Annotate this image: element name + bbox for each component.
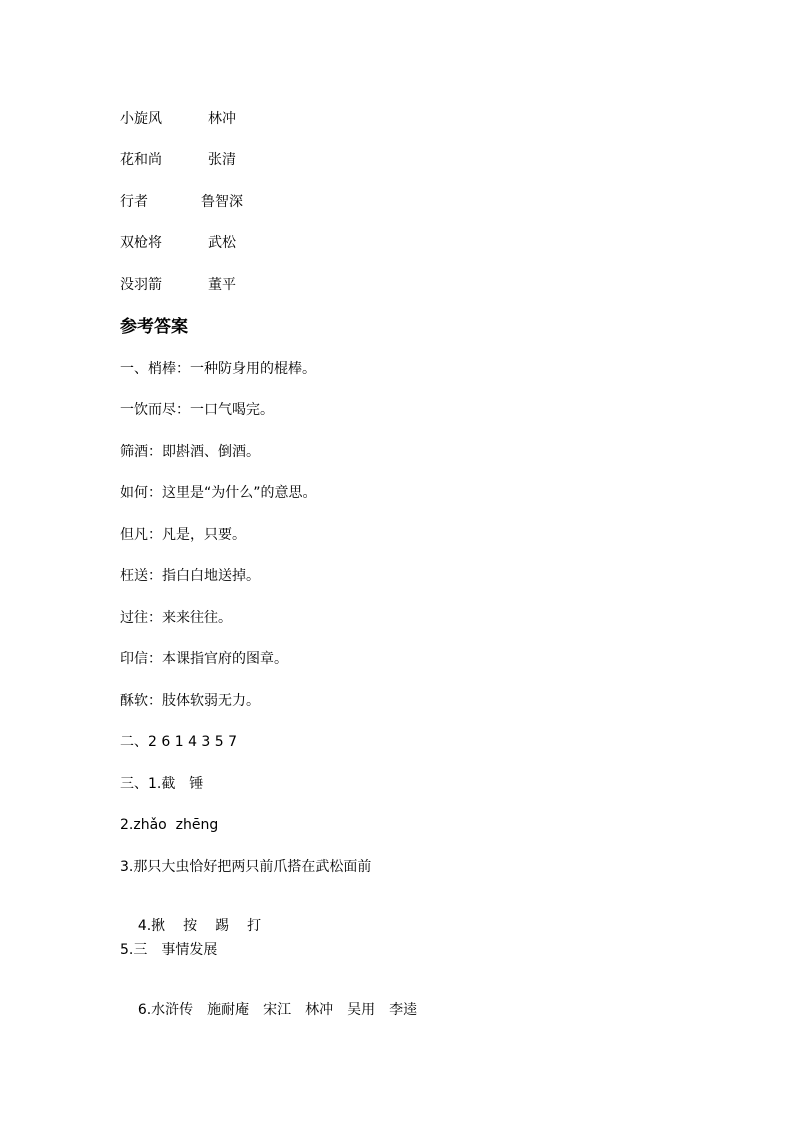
matching-nickname: 行者 — [120, 194, 148, 210]
matching-row — [120, 234, 420, 252]
answer-word: 林冲 — [305, 1002, 334, 1018]
matching-row — [120, 110, 420, 128]
answer-section-3-item-2: 2.zhǎo zhēng — [120, 817, 219, 833]
matching-name: 董平 — [208, 277, 236, 293]
answer-word: 吴用 — [347, 1002, 376, 1018]
matching-nickname: 没羽箭 — [120, 277, 162, 293]
matching-name: 张清 — [208, 152, 236, 168]
matching-nickname: 小旋风 — [120, 111, 162, 127]
answer-section-3-item-1: 三、1.截 锤 — [120, 776, 204, 792]
answer-word: 宋江 — [263, 1002, 292, 1018]
answer-line: 枉送：指白白地送掉。 — [120, 568, 260, 584]
answer-word: 按 — [183, 918, 198, 934]
matching-row — [120, 276, 420, 294]
answer-line: 一饮而尽：一口气喝完。 — [120, 402, 274, 418]
answer-word: 踢 — [215, 918, 230, 934]
matching-name: 林冲 — [208, 111, 236, 127]
answer-line: 一、梢棒：一种防身用的棍棒。 — [120, 361, 316, 377]
answer-line: 筛酒：即斟酒、倒酒。 — [120, 444, 260, 460]
matching-nickname: 花和尚 — [120, 152, 162, 168]
matching-name: 武松 — [208, 235, 236, 251]
matching-nickname: 双枪将 — [120, 235, 162, 251]
answers-heading: 参考答案 — [120, 317, 188, 337]
answer-word: 打 — [247, 918, 262, 934]
matching-name: 鲁智深 — [201, 194, 243, 210]
answer-section-3-item-3: 3.那只大虫恰好把两只前爪搭在武松面前 — [120, 859, 372, 875]
answer-line: 但凡：凡是，只要。 — [120, 527, 246, 543]
answer-word: 4.揪 — [137, 918, 166, 934]
answer-word: 施耐庵 — [207, 1002, 250, 1018]
matching-row — [120, 193, 420, 211]
answer-section-3-item-5: 5.三 事情发展 — [120, 942, 218, 958]
answer-line: 如何：这里是“为什么”的意思。 — [120, 485, 317, 501]
answer-line: 过往：来来往往。 — [120, 610, 232, 626]
answer-section-3-item-6 — [120, 983, 431, 1037]
answer-word: 李逵 — [389, 1002, 418, 1018]
answer-word: 6.水浒传 — [137, 1002, 194, 1018]
matching-row — [120, 151, 420, 169]
answer-section-2: 二、2 6 1 4 3 5 7 — [120, 734, 238, 750]
answer-line: 酥软：肢体软弱无力。 — [120, 693, 260, 709]
answer-line: 印信：本课指官府的图章。 — [120, 651, 288, 667]
